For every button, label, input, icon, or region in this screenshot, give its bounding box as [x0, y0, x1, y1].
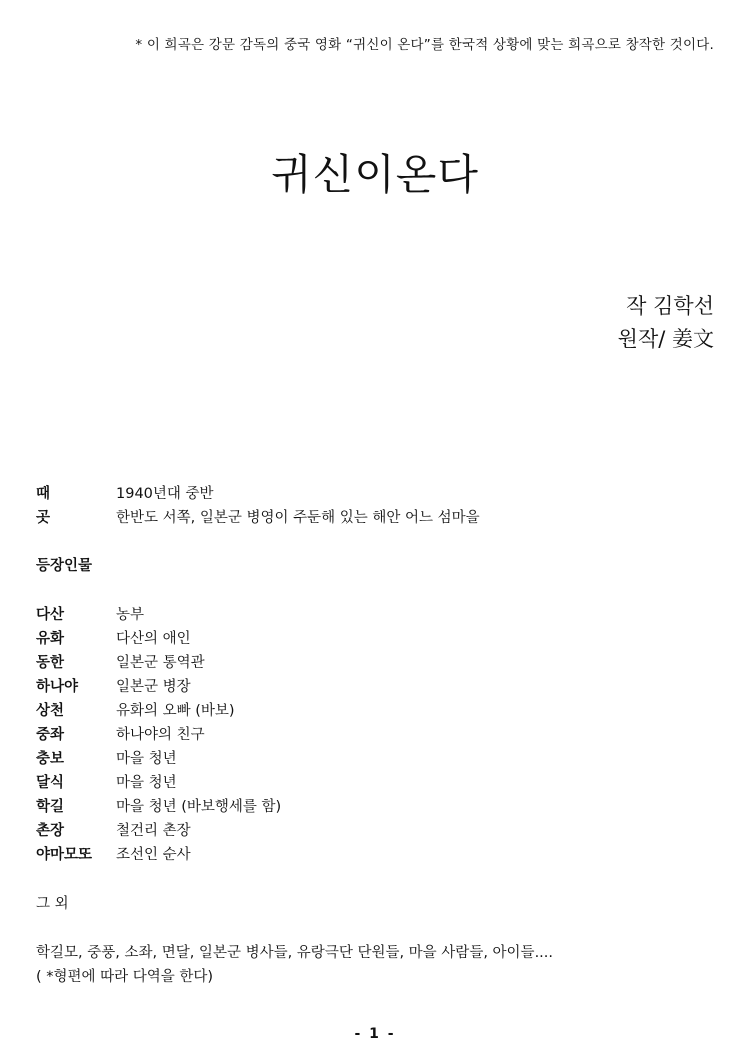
- writer-credit: 작 김학선: [626, 294, 714, 318]
- cast-name: 촌장: [36, 823, 65, 839]
- cast-role: 조선인 순사: [116, 847, 191, 863]
- cast-row: [36, 843, 191, 867]
- cast-row: [36, 627, 191, 651]
- others-note: ( *형편에 따라 다역을 한다): [36, 969, 214, 985]
- cast-row: [36, 723, 205, 747]
- cast-role: 유화의 오빠 (바보): [116, 703, 235, 719]
- cast-name: 달식: [36, 775, 65, 791]
- cast-role: 마을 청년 (바보행세를 함): [116, 799, 282, 815]
- cast-row: [36, 747, 177, 771]
- cast-row: [36, 651, 205, 675]
- cast-role: 농부: [116, 607, 145, 623]
- time-row: [36, 482, 214, 506]
- cast-name: 학길: [36, 799, 65, 815]
- cast-name: 하나야: [36, 679, 79, 695]
- cast-name: 충보: [36, 751, 65, 767]
- cast-role: 하나야의 친구: [116, 727, 205, 743]
- page-number: - 1 -: [354, 1026, 396, 1042]
- others-heading: 그 외: [36, 896, 69, 912]
- place-row: [36, 506, 480, 530]
- cast-name: 상천: [36, 703, 65, 719]
- cast-role: 일본군 통역관: [116, 655, 205, 671]
- cast-name: 다산: [36, 607, 65, 623]
- cast-role: 마을 청년: [116, 751, 177, 767]
- cast-role: 일본군 병장: [116, 679, 191, 695]
- cast-row: [36, 819, 191, 843]
- time-value: 1940년대 중반: [116, 486, 214, 502]
- cast-role: 철건리 촌장: [116, 823, 191, 839]
- others-list: 학길모, 중풍, 소좌, 면달, 일본군 병사들, 유랑극단 단원들, 마을 사람들, 아이들....: [36, 945, 553, 961]
- time-label: 때: [36, 486, 51, 502]
- cast-name: 야마모또: [36, 847, 93, 863]
- original-credit: 원작/ 姜文: [617, 327, 714, 351]
- cast-role: 마을 청년: [116, 775, 177, 791]
- place-value: 한반도 서쪽, 일본군 병영이 주둔해 있는 해안 어느 섬마을: [116, 510, 480, 526]
- cast-row: [36, 771, 177, 795]
- cast-row: [36, 699, 235, 723]
- author-block: [618, 290, 714, 356]
- cast-row: [36, 675, 191, 699]
- play-title: 귀신이온다: [271, 150, 479, 199]
- adaptation-note: * 이 희곡은 강문 감독의 중국 영화 “귀신이 온다”를 한국적 상황에 맞는 희곡으로 창작한 것이다.: [135, 37, 714, 53]
- cast-row: [36, 795, 281, 819]
- cast-heading: 등장인물: [36, 558, 93, 574]
- cast-name: 유화: [36, 631, 65, 647]
- cast-name: 동한: [36, 655, 65, 671]
- cast-row: [36, 603, 144, 627]
- place-label: 곳: [36, 510, 51, 526]
- cast-role: 다산의 애인: [116, 631, 191, 647]
- cast-name: 중좌: [36, 727, 65, 743]
